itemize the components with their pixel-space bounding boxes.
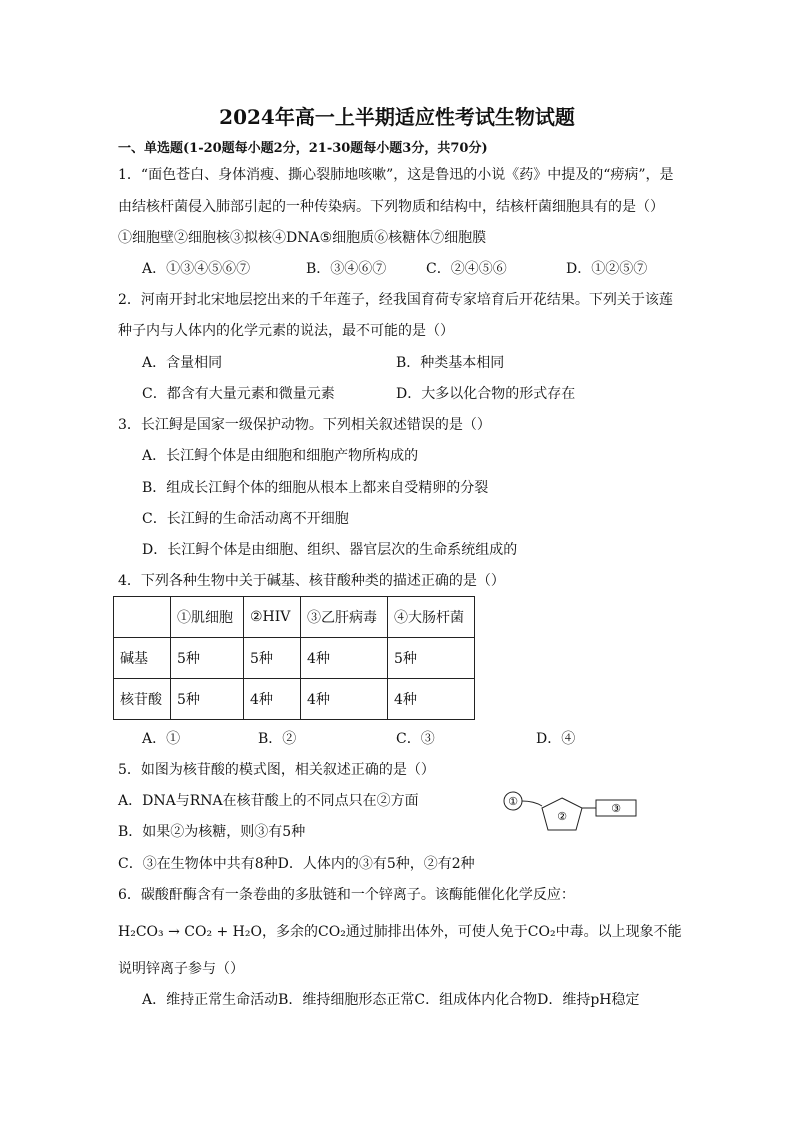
q6-stem-line2	[118, 923, 682, 941]
q6-stem-line1: 6．碳酸酐酶含有一条卷曲的多肽链和一个锌离子。该酶能催化化学反应：	[118, 887, 575, 903]
q1-option-b[interactable]: B．③④⑥⑦	[306, 261, 387, 277]
table-header-row	[114, 597, 475, 638]
q1-option-d[interactable]: D．①②⑤⑦	[566, 261, 648, 277]
q6-options[interactable]: A．维持正常生命活动B．维持细胞形态正常C．组成体内化合物D．维持pH稳定	[142, 992, 640, 1008]
connector-line	[522, 801, 542, 806]
q4-option-b[interactable]: B．②	[258, 731, 297, 747]
nucleotide-diagram	[498, 790, 648, 836]
table-header-cell: ②HIV	[244, 597, 301, 638]
table-cell: 5种	[388, 638, 475, 679]
q3-option-c[interactable]: C．长江鲟的生命活动离不开细胞	[142, 511, 349, 527]
section-heading: 一、单选题(1-20题每小题2分，21-30题每小题3分，共70分)	[118, 141, 488, 156]
table-header-cell: ④大肠杆菌	[388, 597, 475, 638]
q5-option-cd[interactable]: C．③在生物体中共有8种D．人体内的③有5种，②有2种	[118, 856, 475, 872]
q1-stem-line2: 由结核杆菌侵入肺部引起的一种传染病。下列物质和结构中，结核杆菌细胞具有的是（）	[118, 199, 664, 215]
q1-stem-line1: 1．“面色苍白、身体消瘦、撕心裂肺地咳嗽”，这是鲁迅的小说《药》中提及的“痨病”，是	[118, 167, 674, 183]
q3-stem: 3．长江鲟是国家一级保护动物。下列相关叙述错误的是（）	[118, 417, 491, 433]
q5-option-b[interactable]: B．如果②为核糖，则③有5种	[118, 824, 306, 840]
q2-option-b[interactable]: B．种类基本相同	[396, 355, 505, 371]
q6-stem-line3: 说明锌离子参与（）	[118, 961, 244, 977]
q2-stem-line2: 种子内与人体内的化学元素的说法，最不可能的是（）	[118, 323, 454, 339]
q4-option-d[interactable]: D．④	[536, 731, 576, 747]
q2-stem-line1: 2．河南开封北宋地层挖出来的千年莲子，经我国育荷专家培育后开花结果。下列关于该莲	[118, 292, 673, 308]
q1-option-a[interactable]: A．①③④⑤⑥⑦	[142, 261, 251, 277]
q4-stem: 4．下列各种生物中关于碱基、核苷酸种类的描述正确的是（）	[118, 573, 505, 589]
q4-option-a[interactable]: A．①	[142, 731, 181, 747]
table-cell: 5种	[244, 638, 301, 679]
table-cell: 5种	[171, 679, 244, 720]
table-row	[114, 638, 475, 679]
q2-option-a[interactable]: A．含量相同	[142, 355, 223, 371]
table-cell: 核苷酸	[114, 679, 171, 720]
page-title: 2024年高一上半期适应性考试生物试题	[219, 105, 575, 129]
table-header-cell: ①肌细胞	[171, 597, 244, 638]
diagram-label-1: ①	[508, 795, 518, 808]
q2-option-c[interactable]: C．都含有大量元素和微量元素	[142, 386, 335, 402]
q1-stem-line3: ①细胞壁②细胞核③拟核④DNA⑤细胞质⑥核糖体⑦细胞膜	[118, 230, 487, 246]
diagram-label-2: ②	[557, 810, 567, 823]
table-header-cell	[114, 597, 171, 638]
q4-table	[113, 596, 475, 720]
table-cell: 4种	[388, 679, 475, 720]
table-cell: 4种	[244, 679, 301, 720]
table-header-cell: ③乙肝病毒	[301, 597, 388, 638]
diagram-label-3: ③	[611, 802, 621, 815]
q1-option-c[interactable]: C．②④⑤⑥	[426, 261, 507, 277]
chemical-equation: H₂CO₃ → CO₂ + H₂O	[118, 924, 262, 940]
q3-option-d[interactable]: D．长江鲟个体是由细胞、组织、器官层次的生命系统组成的	[142, 542, 518, 558]
q3-option-a[interactable]: A．长江鲟个体是由细胞和细胞产物所构成的	[142, 448, 419, 464]
q6-stem-line2-rest: ，多余的CO₂通过肺排出体外，可使人免于CO₂中毒。以上现象不能	[262, 924, 682, 940]
q3-option-b[interactable]: B．组成长江鲟个体的细胞从根本上都来自受精卵的分裂	[142, 480, 489, 496]
table-row	[114, 679, 475, 720]
table-cell: 4种	[301, 638, 388, 679]
table-cell: 5种	[171, 638, 244, 679]
q2-option-d[interactable]: D．大多以化合物的形式存在	[396, 386, 576, 402]
q4-option-c[interactable]: C．③	[396, 731, 435, 747]
q5-option-a[interactable]: A．DNA与RNA在核苷酸上的不同点只在②方面	[118, 793, 419, 809]
table-cell: 4种	[301, 679, 388, 720]
q5-stem: 5．如图为核苷酸的模式图，相关叙述正确的是（）	[118, 762, 435, 778]
table-cell: 碱基	[114, 638, 171, 679]
